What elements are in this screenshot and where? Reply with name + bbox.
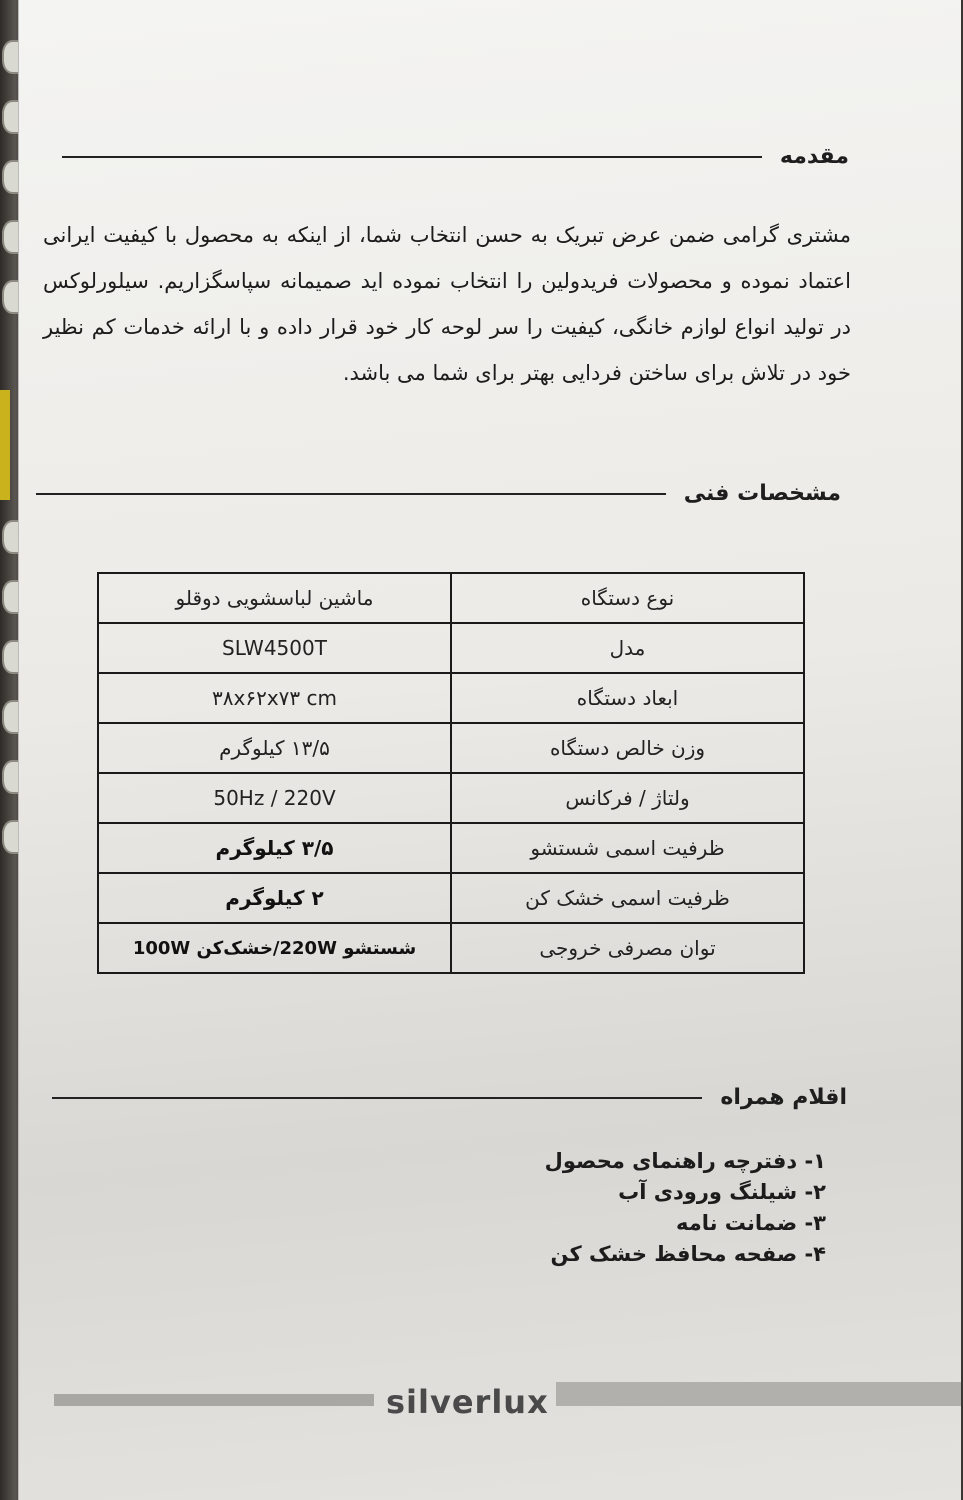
- spec-value: ۳۸x۶۲x۷۳ cm: [98, 673, 451, 723]
- spec-value: ۱۳/۵ کیلوگرم: [98, 723, 451, 773]
- table-row: [98, 723, 804, 773]
- intro-paragraph: مشتری گرامی ضمن عرض تبریک به حسن انتخاب شما، از اینکه به محصول با کیفیت ایرانی اعتماد نموده و محصولات فریدولین را انتخاب نموده اید صمیمانه سپاسگزاریم. سیلورلوکس در تولید انواع لوازم خانگی، کیفیت را سر لوحه کار خود قرار داده و با ارائه خدمات کم نظیر خود در تلاش برای ساختن فردایی بهتر برای شما می باشد.: [43, 223, 851, 385]
- table-row: [98, 823, 804, 873]
- table-row: [98, 873, 804, 923]
- spiral-accent: [0, 390, 10, 500]
- spec-label: ولتاژ / فرکانس: [451, 773, 804, 823]
- spec-value: شستشو 220W/خشک‌کن 100W: [98, 923, 451, 973]
- accessories-heading-row: [52, 1085, 847, 1110]
- intro-heading: مقدمه: [779, 144, 849, 169]
- spec-value: SLW4500T: [98, 623, 451, 673]
- spec-label: ظرفیت اسمی شستشو: [451, 823, 804, 873]
- intro-divider: [62, 156, 762, 158]
- spec-label: وزن خالص دستگاه: [451, 723, 804, 773]
- spec-value: ۳/۵ کیلوگرم: [98, 823, 451, 873]
- accessories-list: [545, 1146, 826, 1270]
- specs-divider: [36, 493, 666, 495]
- list-item: ۴- صفحه محافظ خشک کن: [550, 1242, 826, 1266]
- intro-heading-row: [62, 144, 849, 169]
- spec-value: ۲ کیلوگرم: [98, 873, 451, 923]
- spec-label: توان مصرفی خروجی: [451, 923, 804, 973]
- spec-value: 50Hz / 220V: [98, 773, 451, 823]
- spec-label: ابعاد دستگاه: [451, 673, 804, 723]
- table-row: [98, 773, 804, 823]
- footer-bar-left: [54, 1394, 374, 1406]
- specs-heading-row: [36, 481, 841, 506]
- specs-heading: مشخصات فنی: [683, 481, 841, 506]
- spec-label: نوع دستگاه: [451, 573, 804, 623]
- table-row: [98, 573, 804, 623]
- list-item: ۱- دفترچه راهنمای محصول: [544, 1149, 826, 1173]
- table-row: [98, 923, 804, 973]
- list-item: ۲- شیلنگ ورودی آب: [618, 1180, 826, 1204]
- spec-label: ظرفیت اسمی خشک کن: [451, 873, 804, 923]
- accessories-divider: [52, 1097, 702, 1099]
- footer-bar-right: [556, 1382, 961, 1406]
- spec-label: مدل: [451, 623, 804, 673]
- brand-logo: silverlux: [386, 1383, 549, 1421]
- specs-table: [97, 572, 805, 974]
- list-item: ۳- ضمانت نامه: [675, 1211, 826, 1235]
- manual-page: [18, 0, 961, 1500]
- table-row: [98, 673, 804, 723]
- accessories-heading: اقلام همراه: [720, 1085, 847, 1110]
- table-row: [98, 623, 804, 673]
- spec-value: ماشین لباسشویی دوقلو: [98, 573, 451, 623]
